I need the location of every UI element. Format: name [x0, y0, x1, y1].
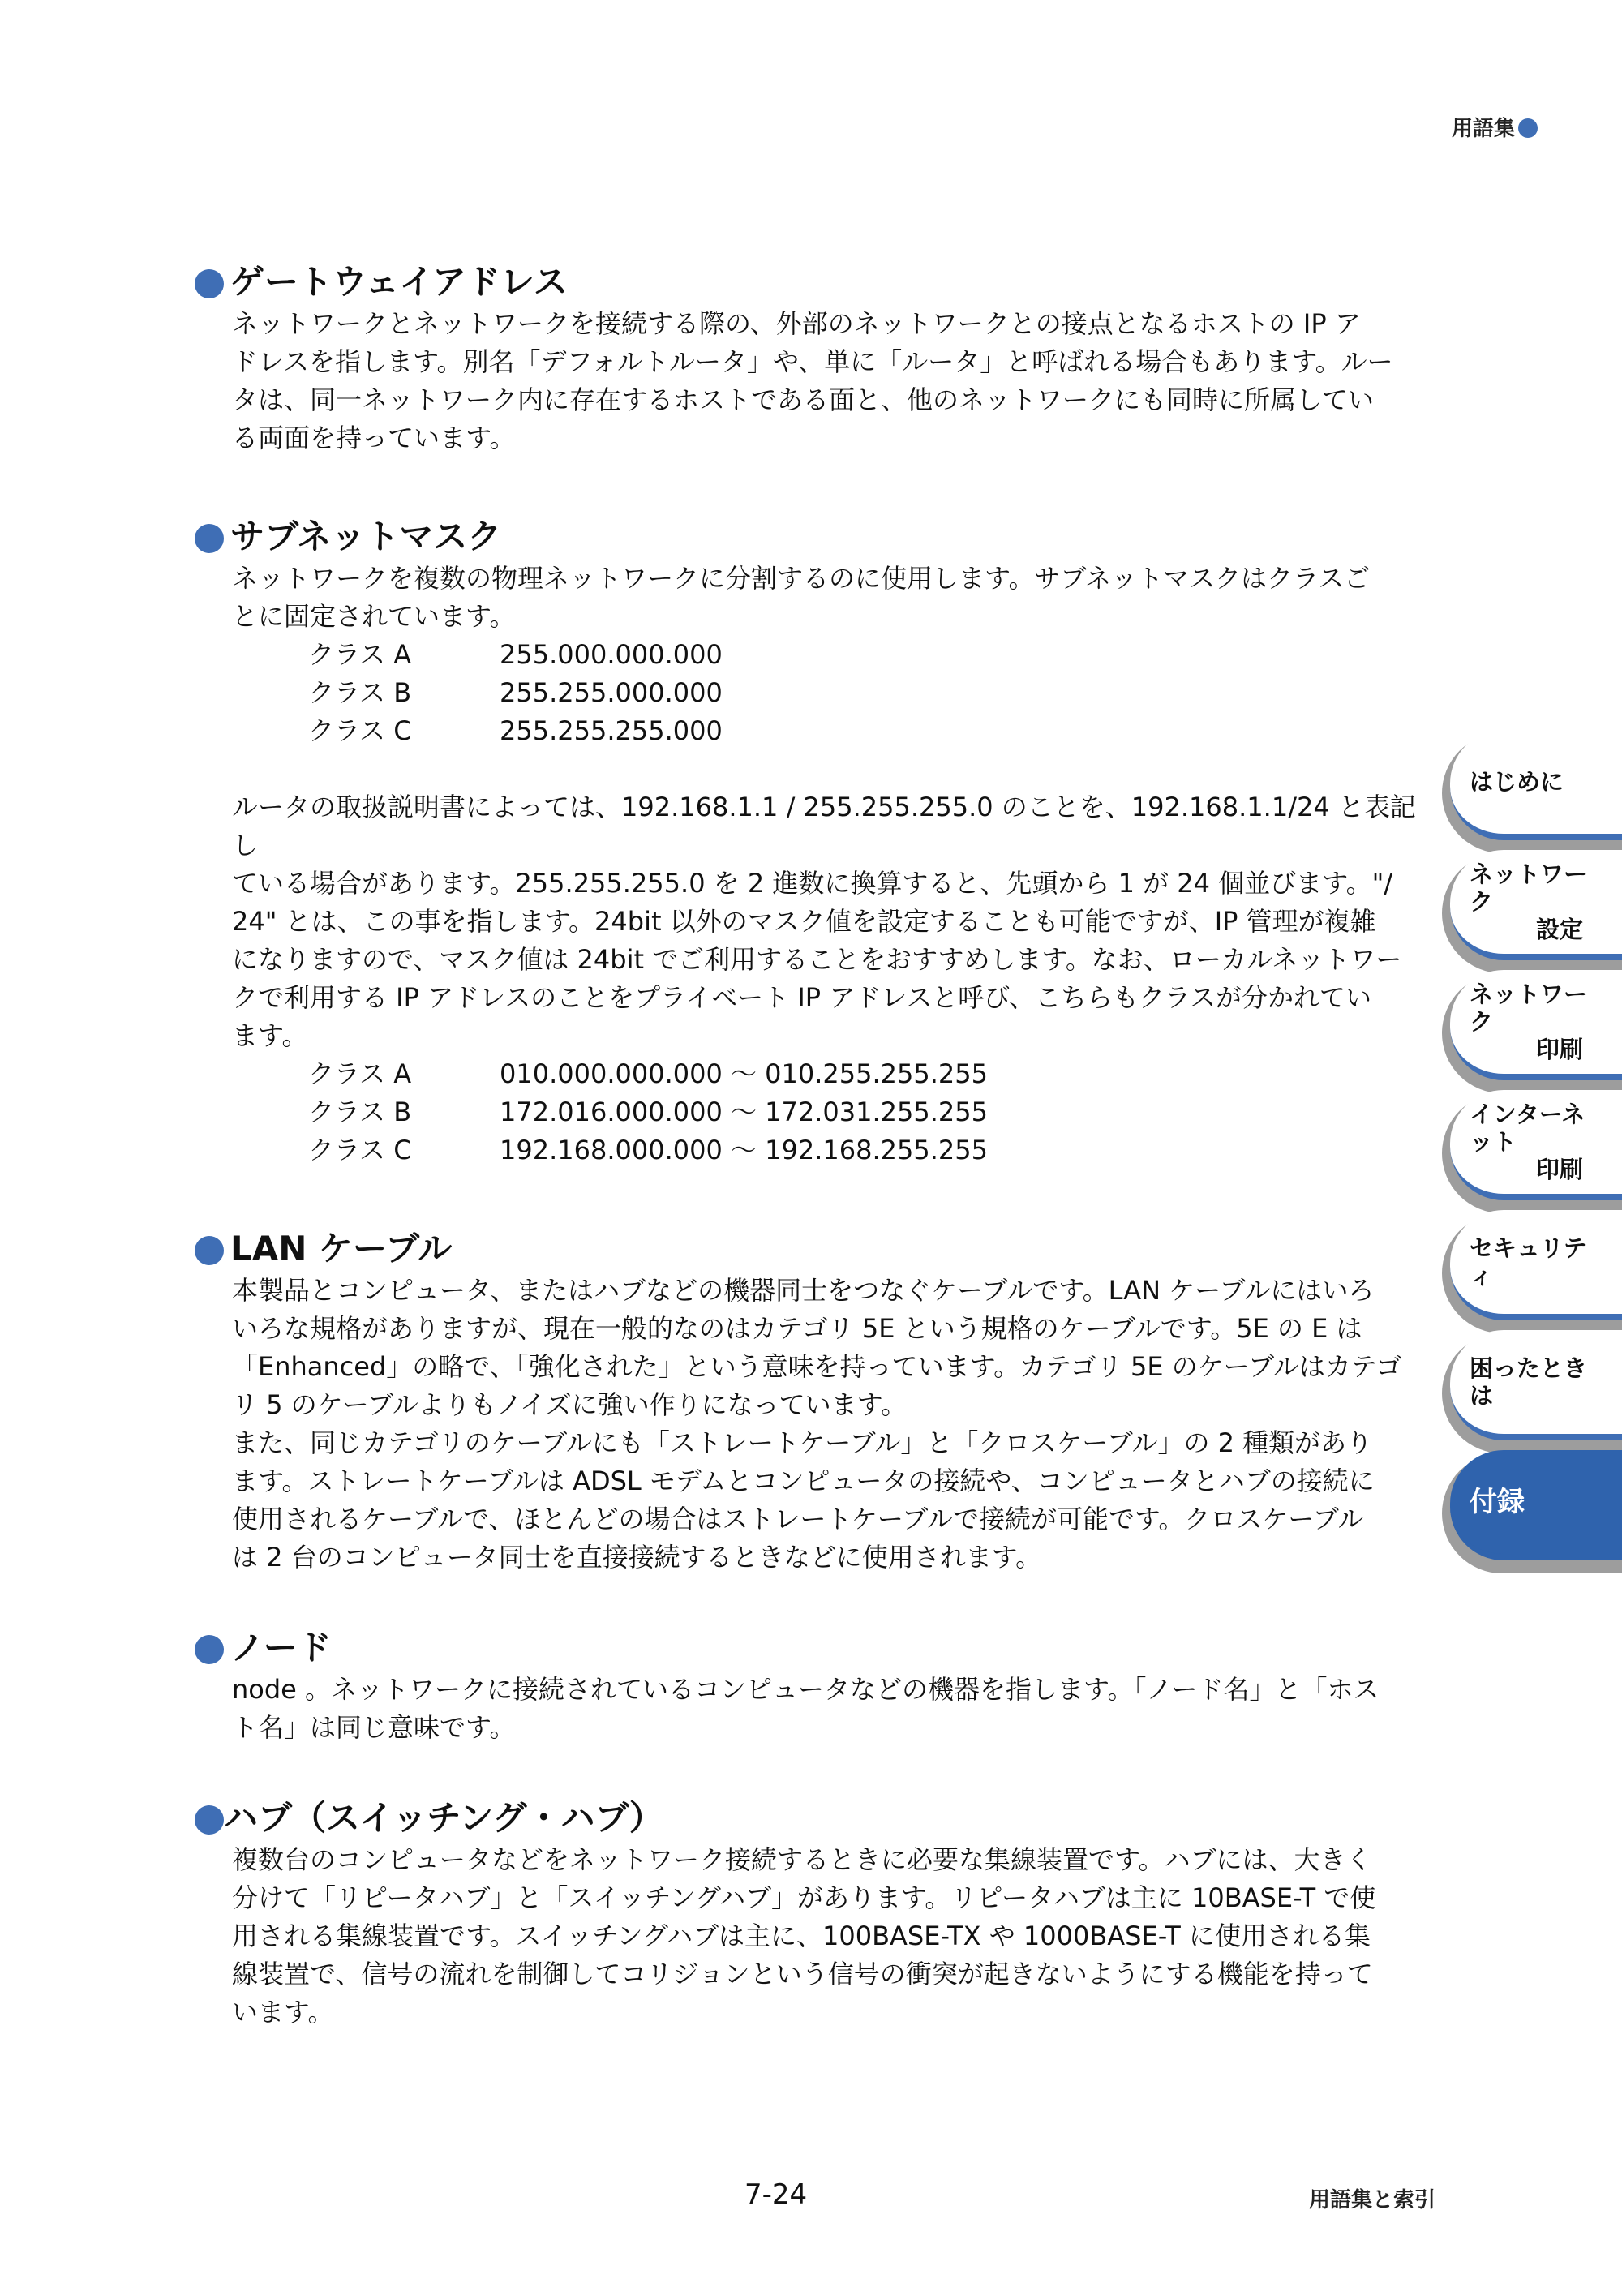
tab-network-printing[interactable] [1442, 970, 1622, 1090]
body-line: 使用されるケーブルで、ほとんどの場合はストレートケーブルで接続が可能です。クロスケーブル [232, 1504, 1364, 1534]
mask-row [308, 674, 1427, 712]
body-line: また、同じカテゴリのケーブルにも「ストレートケーブル」と「クロスケーブル」の 2 種類があり [232, 1427, 1373, 1458]
bullet-icon [195, 1635, 224, 1664]
section-title: ハブ（スイッチング・ハブ） [224, 1798, 663, 1838]
tab-internet-printing[interactable] [1442, 1090, 1622, 1210]
tab-label-line1: セキュリティ [1470, 1234, 1587, 1290]
body-line: ます。 [232, 1020, 308, 1051]
section-heading [195, 514, 1427, 560]
private-address-table [308, 1055, 1427, 1169]
section-heading [195, 260, 1427, 305]
body-line: 24" とは、この事を指します。24bit 以外のマスク値を設定することも可能ですが、IP 管理が複雑 [232, 906, 1376, 937]
section-subnet-mask [195, 514, 1427, 1169]
footer-label: 用語集と索引 [1309, 2188, 1436, 2212]
body-line: リ 5 のケーブルよりもノイズに強い作りになっています。 [232, 1389, 908, 1420]
tab-label [1470, 970, 1607, 1074]
mask-class: クラス B [308, 677, 412, 708]
range-row [308, 1093, 1427, 1131]
section-title: ゲートウェイアドレス [230, 262, 568, 302]
section-heading [195, 1796, 1427, 1841]
tab-label-line2: 印刷 [1535, 1036, 1583, 1063]
range-row [308, 1055, 1427, 1093]
section-body [232, 1671, 1424, 1747]
body-line: とに固定されています。 [232, 601, 516, 632]
bullet-icon [195, 1236, 224, 1265]
mask-row [308, 712, 1427, 750]
tab-label [1470, 1450, 1607, 1554]
tab-label [1470, 1090, 1607, 1194]
tab-appendix[interactable] [1442, 1450, 1622, 1570]
range-class: クラス C [308, 1135, 412, 1165]
tab-label-line1: はじめに [1470, 768, 1564, 796]
mask-class: クラス A [308, 639, 412, 670]
body-line: クで利用する IP アドレスのことをプライベート IP アドレスと呼び、こちらもクラスが分かれてい [232, 982, 1372, 1013]
tab-label [1470, 1330, 1607, 1434]
body-line: ドレスを指します。別名「デフォルトルータ」や、単に「ルータ」と呼ばれる場合もあります。ルー [232, 346, 1393, 377]
body-line: 用される集線装置です。スイッチングハブは主に、100BASE-TX や 1000BASE-T に使用される集 [232, 1920, 1371, 1951]
section-heading [195, 1226, 1427, 1272]
body-line: ネットワークとネットワークを接続する際の、外部のネットワークとの接点となるホストの IP ア [232, 308, 1361, 339]
tab-label [1470, 730, 1607, 834]
body-line: になりますので、マスク値は 24bit でご利用することをおすすめします。なお、ローカルネットワー [232, 944, 1402, 975]
range-value: 010.000.000.000 〜 010.255.255.255 [500, 1058, 989, 1089]
section-node [195, 1625, 1427, 1747]
mask-row [308, 636, 1427, 674]
tab-label-line2: 印刷 [1535, 1156, 1583, 1183]
mask-value: 255.255.000.000 [500, 677, 723, 708]
body-line: ルータの取扱説明書によっては、192.168.1.1 / 255.255.255.0 のことを、192.168.1.1/24 と表記し [232, 792, 1416, 860]
section-body [232, 1841, 1424, 2032]
mask-value: 255.000.000.000 [500, 639, 723, 670]
body-line: 「Enhanced」の略で、「強化された」という意味を持っています。カテゴリ 5E のケーブルはカテゴ [232, 1351, 1402, 1382]
tab-label-line1: ネットワーク [1470, 860, 1588, 916]
section-body [232, 305, 1424, 457]
body-line: いろな規格がありますが、現在一般的なのはカテゴリ 5E という規格のケーブルです。5E の E は [232, 1313, 1362, 1344]
range-row [308, 1131, 1427, 1169]
tab-label-line2: 設定 [1535, 916, 1583, 943]
body-line: ト名」は同じ意味です。 [232, 1712, 516, 1743]
section-gateway-address [195, 260, 1427, 457]
section-body [232, 560, 1424, 636]
section-heading [195, 1625, 1427, 1671]
body-line: は 2 台のコンピュータ同士を直接接続するときなどに使用されます。 [232, 1542, 1042, 1573]
page-number: 7-24 [744, 2178, 808, 2211]
tab-label [1470, 850, 1607, 954]
body-line: 分けて「リピータハブ」と「スイッチングハブ」があります。リピータハブは主に 10BASE-T で使 [232, 1882, 1376, 1913]
spacer [195, 750, 1427, 788]
tab-security[interactable] [1442, 1210, 1622, 1330]
tab-label-line1: 付録 [1470, 1486, 1525, 1518]
tab-introduction[interactable] [1442, 730, 1622, 850]
header-label-text: 用語集 [1452, 117, 1516, 141]
tab-troubleshooting[interactable] [1442, 1330, 1622, 1450]
body-line: ている場合があります。255.255.255.0 を 2 進数に換算すると、先頭から 1 が 24 個並びます。"/ [232, 868, 1393, 899]
range-value: 192.168.000.000 〜 192.168.255.255 [500, 1135, 989, 1165]
body-line: る両面を持っています。 [232, 423, 516, 453]
tab-label-line1: 困ったときは [1470, 1354, 1588, 1410]
section-body [232, 1272, 1424, 1577]
body-line: ます。ストレートケーブルは ADSL モデムとコンピュータの接続や、コンピュータとハブの接続に [232, 1466, 1375, 1496]
section-lan-cable [195, 1226, 1427, 1577]
tab-label-line1: ネットワーク [1470, 981, 1588, 1036]
header-label [1452, 112, 1538, 142]
tab-label-line1: インターネット [1470, 1101, 1586, 1156]
body-line: ネットワークを複数の物理ネットワークに分割するのに使用します。サブネットマスクはクラスご [232, 563, 1371, 594]
section-hub [195, 1796, 1427, 2032]
mask-value: 255.255.255.000 [500, 715, 723, 746]
tab-label [1470, 1210, 1607, 1314]
bullet-icon [195, 1805, 224, 1835]
body-line: タは、同一ネットワーク内に存在するホストである面と、他のネットワークにも同時に所属してい [232, 384, 1375, 415]
range-class: クラス A [308, 1058, 412, 1089]
section-title: LAN ケーブル [230, 1229, 453, 1268]
section-title: ノード [230, 1628, 332, 1667]
header-dot-icon [1518, 118, 1538, 138]
section-body-2 [232, 788, 1424, 1055]
range-value: 172.016.000.000 〜 172.031.255.255 [500, 1097, 989, 1127]
tab-network-settings[interactable] [1442, 850, 1622, 970]
bullet-icon [195, 269, 224, 298]
section-title: サブネットマスク [230, 517, 502, 556]
range-class: クラス B [308, 1097, 412, 1127]
body-line: node 。ネットワークに接続されているコンピュータなどの機器を指します。「ノード名」と「ホス [232, 1674, 1380, 1705]
subnet-mask-table [308, 636, 1427, 750]
body-line: 線装置で、信号の流れを制御してコリジョンという信号の衝突が起きないようにする機能を持って [232, 1959, 1373, 1989]
body-line: 本製品とコンピュータ、またはハブなどの機器同士をつなぐケーブルです。LAN ケーブルにはいろ [232, 1275, 1375, 1306]
mask-class: クラス C [308, 715, 412, 746]
body-line: 複数台のコンピュータなどをネットワーク接続するときに必要な集線装置です。ハブには、大きく [232, 1844, 1372, 1875]
body-line: います。 [232, 1997, 334, 2028]
main-content [195, 260, 1427, 2080]
bullet-icon [195, 524, 224, 553]
